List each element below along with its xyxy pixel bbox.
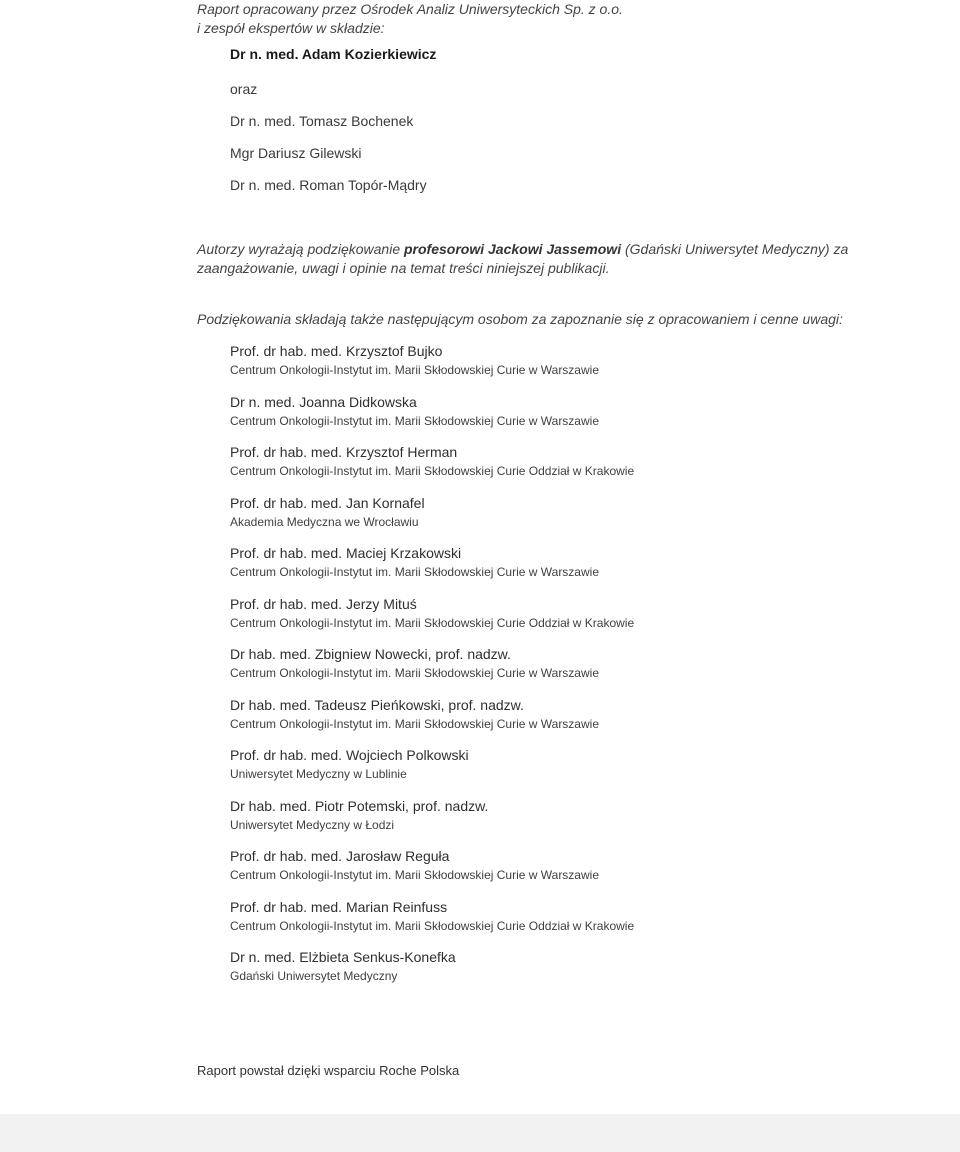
reviewer-item	[230, 746, 910, 797]
reviewer-item	[230, 342, 910, 393]
reviewer-institution: Centrum Onkologii-Instytut im. Marii Skłodowskiej Curie Oddział w Krakowie	[230, 918, 635, 933]
reviewer-item	[230, 645, 910, 696]
bottom-band	[0, 1114, 960, 1152]
intro	[197, 0, 623, 38]
author-item: Dr n. med. Tomasz Bochenek	[230, 113, 414, 129]
reviewer-institution: Centrum Onkologii-Instytut im. Marii Skłodowskiej Curie w Warszawie	[230, 868, 599, 882]
reviewer-item	[230, 393, 910, 444]
acknowledgement-bold-name: profesorowi Jackowi Jassemowi	[404, 241, 622, 257]
reviewer-institution: Uniwersytet Medyczny w Lublinie	[230, 767, 407, 781]
reviewer-list	[230, 342, 910, 999]
reviewer-name: Dr hab. med. Piotr Potemski, prof. nadzw.	[230, 797, 489, 814]
reviewer-institution: Centrum Onkologii-Instytut im. Marii Skłodowskiej Curie Oddział w Krakowie	[230, 615, 635, 630]
reviewer-institution: Centrum Onkologii-Instytut im. Marii Skłodowskiej Curie w Warszawie	[230, 716, 599, 731]
acknowledgement-prefix: Autorzy wyrażają podziękowanie	[197, 241, 404, 257]
reviewer-name: Dr n. med. Joanna Didkowska	[230, 393, 417, 410]
reviewer-institution: Centrum Onkologii-Instytut im. Marii Skłodowskiej Curie w Warszawie	[230, 666, 599, 680]
author-conjunction: oraz	[230, 81, 258, 97]
reviewer-item	[230, 494, 910, 545]
reviewer-name: Dr hab. med. Tadeusz Pieńkowski, prof. nadzw.	[230, 696, 524, 713]
reviewer-name: Prof. dr hab. med. Wojciech Polkowski	[230, 747, 469, 763]
reviewer-item	[230, 544, 910, 595]
reviewer-name: Prof. dr hab. med. Krzysztof Bujko	[230, 343, 443, 359]
acknowledgement-suffix: (Gdański Uniwersytet Medyczny) za zaangażowanie, uwagi i opinie na temat treści niniejszej publikacji.	[197, 241, 849, 276]
reviewer-name: Dr hab. med. Zbigniew Nowecki, prof. nadzw.	[230, 646, 511, 662]
reviewer-name: Prof. dr hab. med. Jan Kornafel	[230, 494, 425, 511]
reviewer-institution: Akademia Medyczna we Wrocławiu	[230, 514, 419, 529]
acknowledgement-paragraph	[197, 240, 897, 278]
reviewer-name: Dr n. med. Elżbieta Senkus-Konefka	[230, 949, 456, 965]
reviewer-name: Prof. dr hab. med. Krzysztof Herman	[230, 444, 458, 460]
reviewer-institution: Centrum Onkologii-Instytut im. Marii Skłodowskiej Curie w Warszawie	[230, 413, 599, 428]
reviewer-item	[230, 696, 910, 747]
author-item: Mgr Dariusz Gilewski	[230, 145, 362, 161]
acknowledgement-reviewers-intro: Podziękowania składają także następującym osobom za zapoznanie się z opracowaniem i cenne uwagi:	[197, 311, 843, 327]
author-lead: Dr n. med. Adam Kozierkiewicz	[230, 46, 437, 62]
footer-sponsor-note: Raport powstał dzięki wsparciu Roche Polska	[197, 1063, 460, 1078]
reviewer-institution: Gdański Uniwersytet Medyczny	[230, 969, 398, 983]
author-item: Dr n. med. Roman Topór-Mądry	[230, 177, 427, 193]
reviewer-institution: Centrum Onkologii-Instytut im. Marii Skłodowskiej Curie w Warszawie	[230, 565, 599, 579]
reviewer-item	[230, 443, 910, 494]
intro-line-2: i zespół ekspertów w składzie:	[197, 20, 385, 36]
reviewer-institution: Uniwersytet Medyczny w Łodzi	[230, 817, 395, 832]
reviewer-item	[230, 898, 910, 949]
reviewer-item	[230, 948, 910, 999]
reviewer-name: Prof. dr hab. med. Marian Reinfuss	[230, 898, 448, 915]
reviewer-name: Prof. dr hab. med. Maciej Krzakowski	[230, 545, 462, 561]
reviewer-item	[230, 847, 910, 898]
reviewer-item	[230, 797, 910, 848]
reviewer-item	[230, 595, 910, 646]
reviewer-name: Prof. dr hab. med. Jerzy Mituś	[230, 595, 417, 612]
reviewer-institution: Centrum Onkologii-Instytut im. Marii Skłodowskiej Curie w Warszawie	[230, 363, 599, 377]
intro-line-1: Raport opracowany przez Ośrodek Analiz Uniwersyteckich Sp. z o.o.	[197, 1, 623, 17]
reviewer-name: Prof. dr hab. med. Jarosław Reguła	[230, 848, 450, 864]
reviewer-institution: Centrum Onkologii-Instytut im. Marii Skłodowskiej Curie Oddział w Krakowie	[230, 464, 635, 478]
